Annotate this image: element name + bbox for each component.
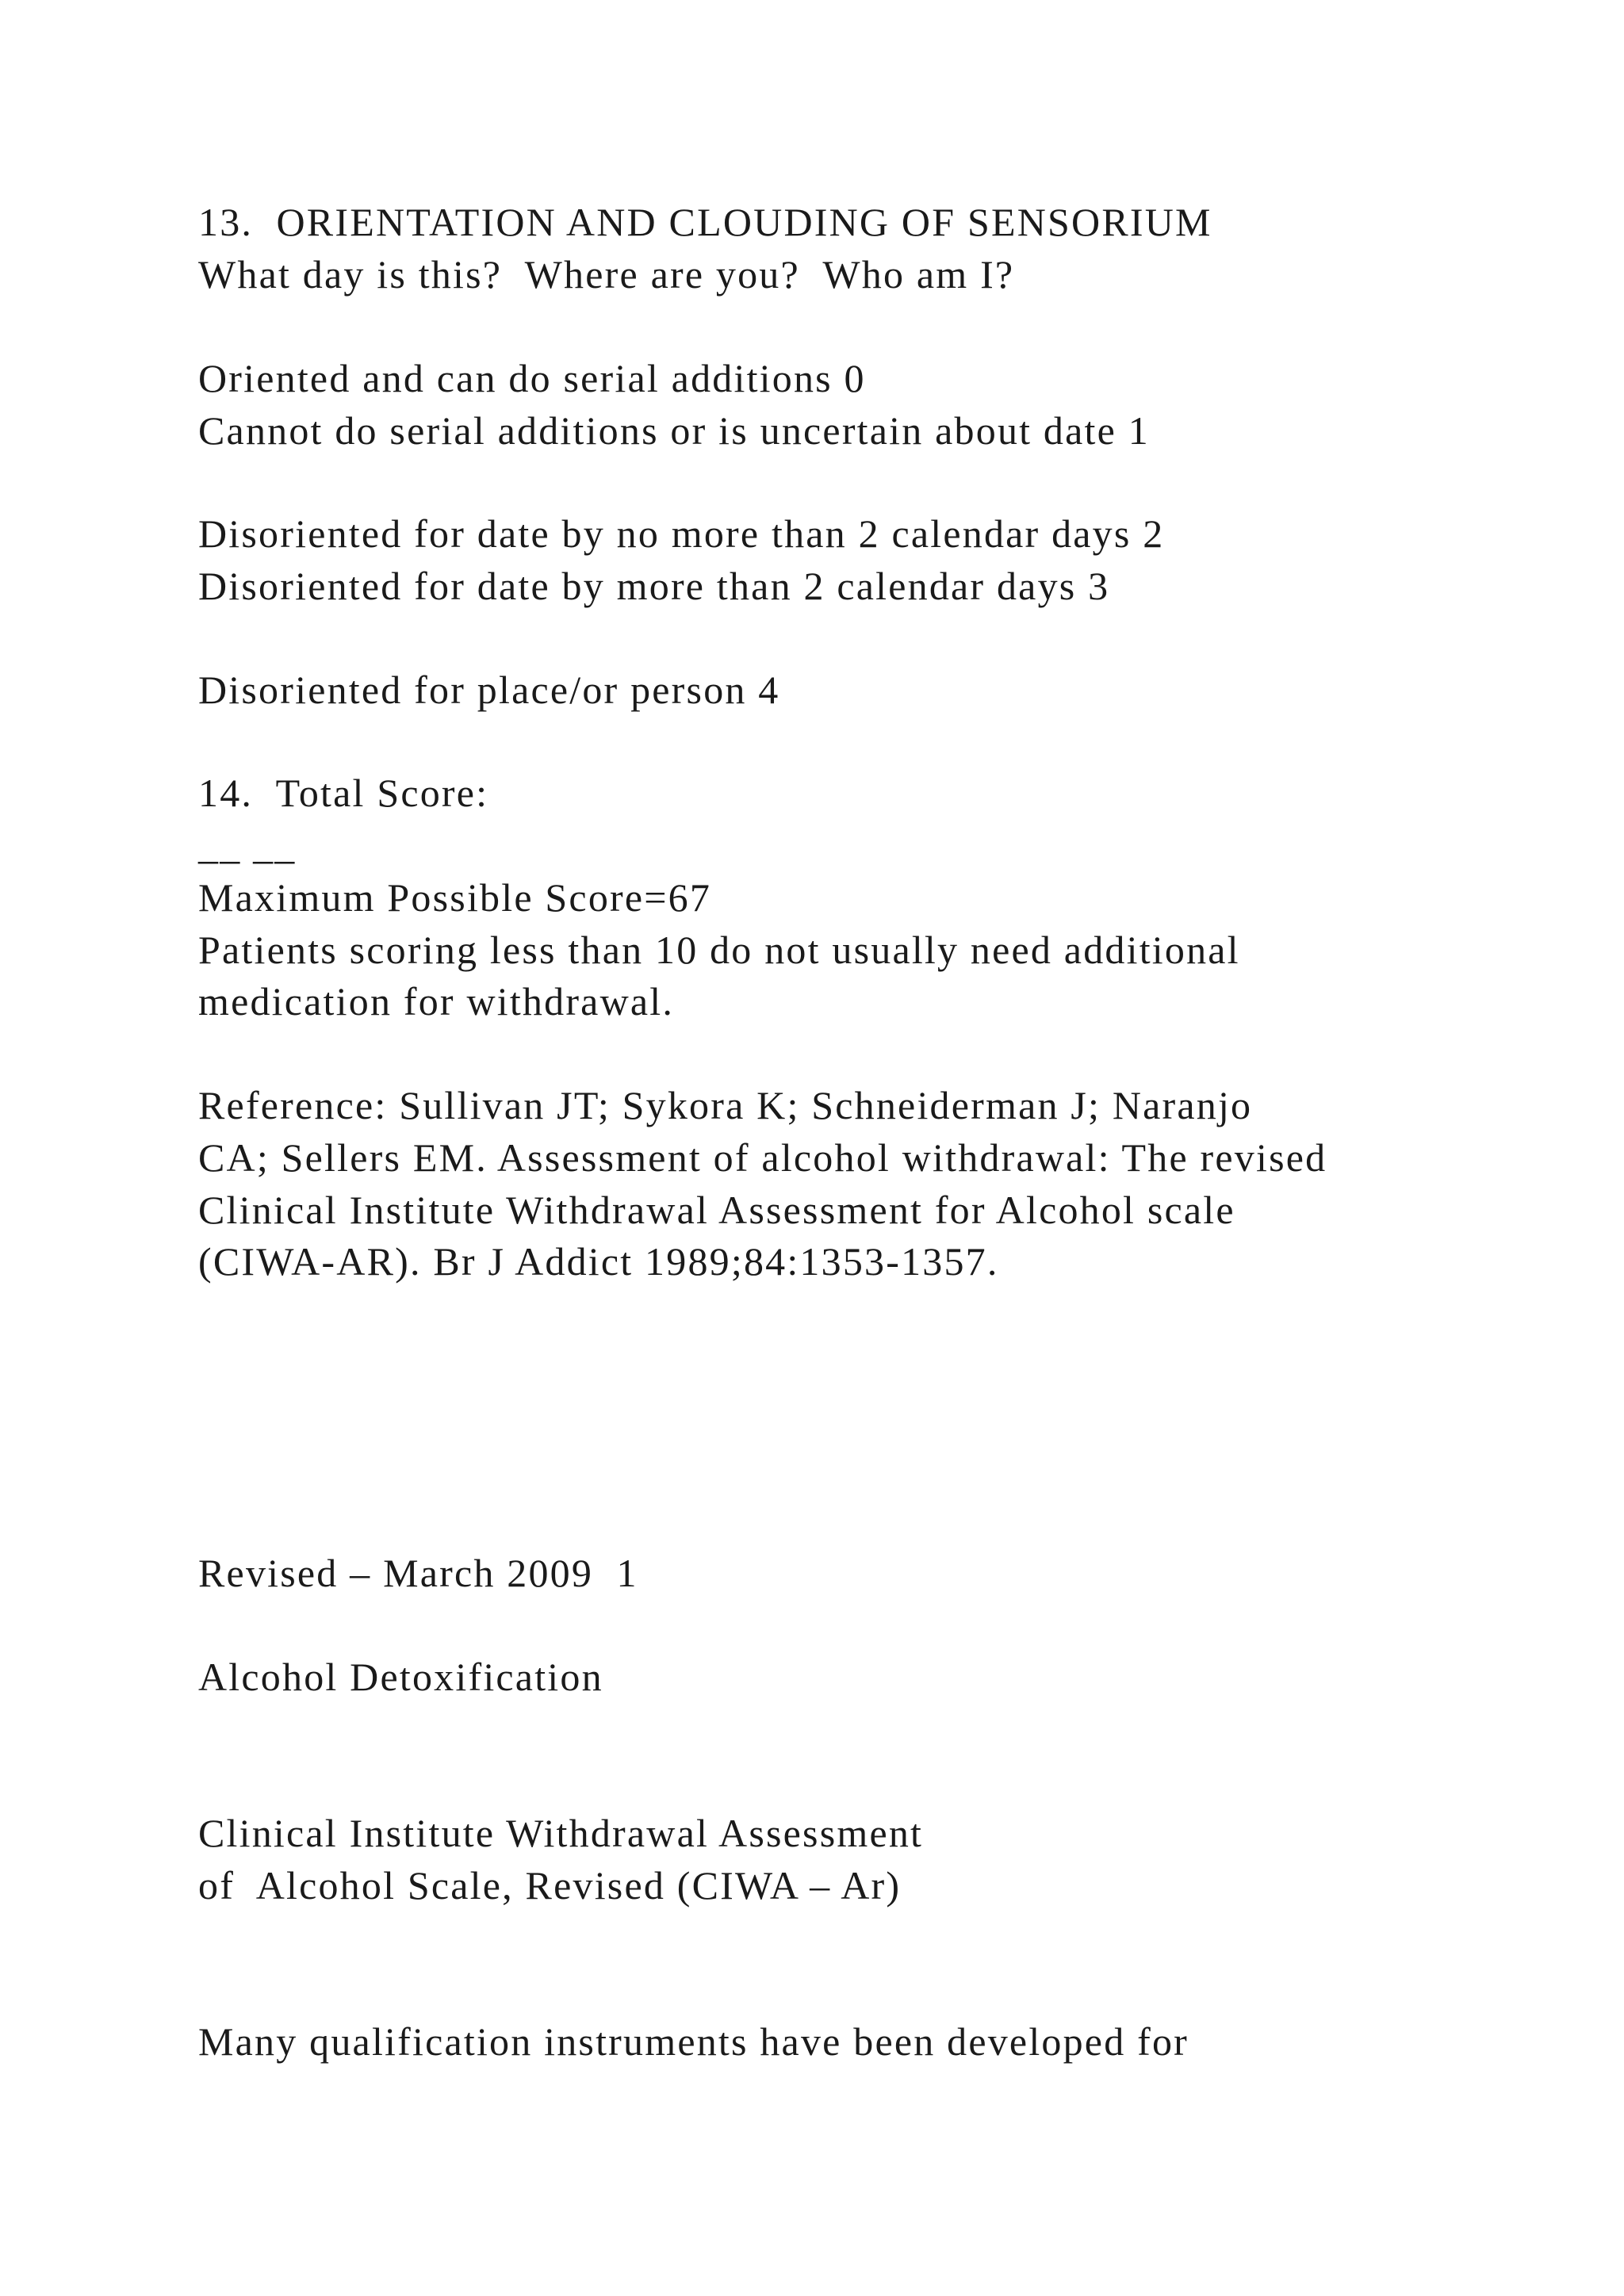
score-option-1: Cannot do serial additions or is uncertain about date 1 (198, 408, 1150, 453)
scoring-note-line-2: medication for withdrawal. (198, 979, 675, 1024)
reference-line-3: Clinical Institute Withdrawal Assessment for Alcohol scale (198, 1188, 1235, 1232)
section-14-total-score: 14. Total Score: (198, 771, 489, 815)
scoring-note-line-1: Patients scoring less than 10 do not usually need additional (198, 928, 1240, 972)
score-option-2: Disoriented for date by no more than 2 calendar days 2 (198, 511, 1165, 556)
document-heading: Alcohol Detoxification (198, 1655, 603, 1699)
score-option-3: Disoriented for date by more than 2 calendar days 3 (198, 564, 1110, 608)
scale-title-line-1: Clinical Institute Withdrawal Assessment (198, 1811, 924, 1855)
section-13-heading: 13. ORIENTATION AND CLOUDING OF SENSORIUM (198, 200, 1212, 244)
reference-line-1: Reference: Sullivan JT; Sykora K; Schneiderman J; Naranjo (198, 1083, 1253, 1127)
body-paragraph-start: Many qualification instruments have been developed for (198, 2019, 1189, 2064)
score-option-0: Oriented and can do serial additions 0 (198, 356, 866, 400)
revision-footer: Revised – March 2009 1 (198, 1551, 638, 1595)
score-blank: __ __ (198, 823, 297, 867)
score-option-4: Disoriented for place/or person 4 (198, 668, 780, 712)
reference-line-4: (CIWA-AR). Br J Addict 1989;84:1353-1357. (198, 1239, 999, 1284)
orientation-questions: What day is this? Where are you? Who am I? (198, 252, 1015, 297)
reference-line-2: CA; Sellers EM. Assessment of alcohol withdrawal: The revised (198, 1135, 1327, 1180)
scale-title-line-2: of Alcohol Scale, Revised (CIWA – Ar) (198, 1863, 902, 1908)
maximum-score: Maximum Possible Score=67 (198, 875, 712, 920)
